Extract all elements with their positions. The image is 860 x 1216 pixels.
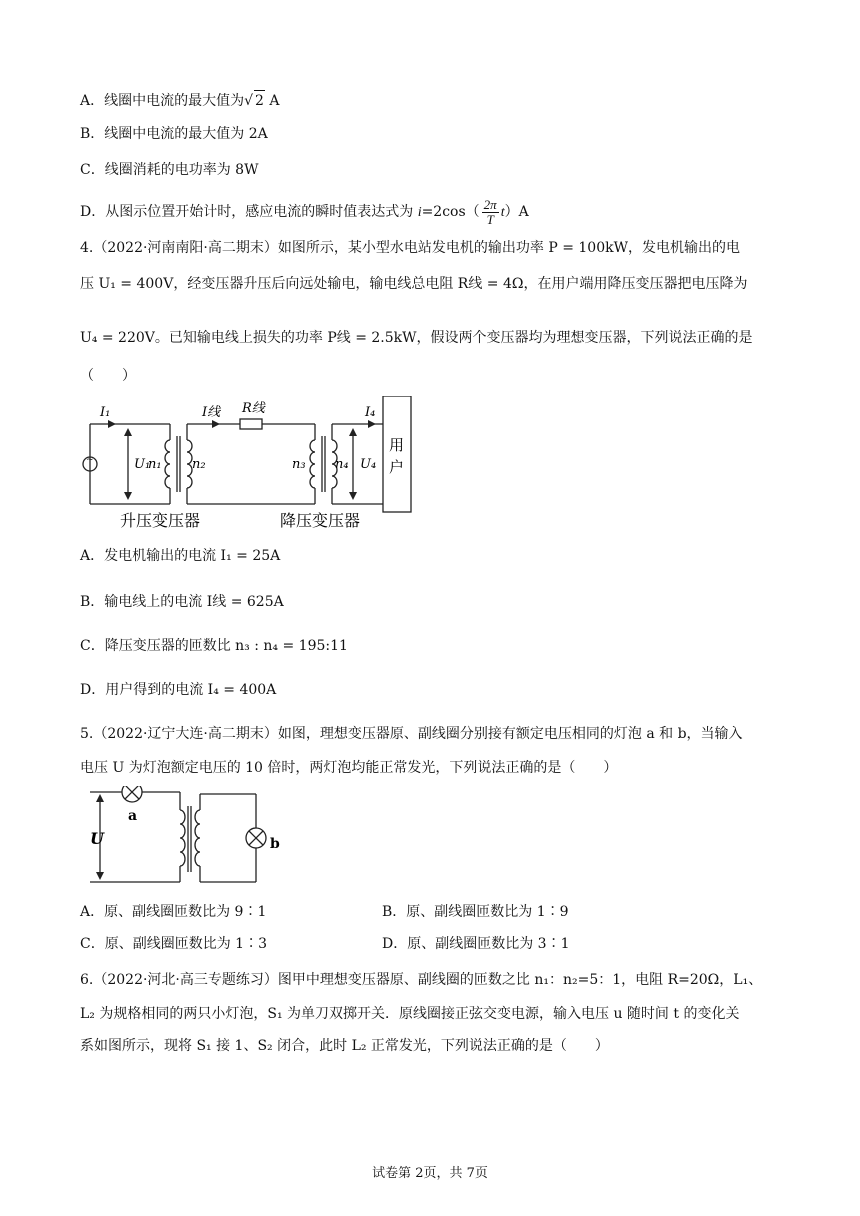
q6-stem-line2: L₂ 为规格相同的两只小灯泡，S₁ 为单刀双掷开关．原线圈接正弦交变电源，输入电压 u 随时间 t 的变化关 — [80, 1006, 740, 1022]
label-U1: U₁ — [134, 457, 151, 472]
q5-transformer-lamp-diagram — [80, 786, 300, 890]
label-user-2: 户 — [389, 458, 405, 476]
q6-stem-line1: 6.（2022·河北·高三专题练习）图甲中理想变压器原、副线圈的匝数之比 n₁：n₂=5：1，电阻 R=20Ω，L₁、 — [80, 972, 763, 988]
label-n3: n₃ — [292, 457, 306, 472]
q5-option-d: D．原、副线圈匝数比为 3∶1 — [382, 936, 570, 952]
label-n2: n₂ — [192, 457, 206, 472]
var-i: i — [417, 205, 422, 220]
q3-option-c: C．线圈消耗的电功率为 8W — [80, 162, 259, 178]
q3-option-d — [80, 196, 529, 229]
fraction-2pi-over-T — [482, 198, 499, 227]
label-I1: I₁ — [100, 405, 111, 420]
frac-num: 2π — [483, 196, 497, 212]
q4-option-b: B．输电线上的电流 I线 = 625A — [80, 594, 284, 610]
label-lamp-b: b — [270, 836, 280, 852]
svg-text:~: ~ — [86, 455, 94, 465]
expr-cos: =2cos（ — [421, 204, 480, 220]
q4-stem-line2: 压 U₁ = 400V，经变压器升压后向远处输电，输电线总电阻 R线 = 4Ω，在用户端用降压变压器把电压降为 — [80, 276, 748, 292]
q3-option-a-text: A．线圈中电流的最大值为 — [80, 93, 245, 109]
label-user-1: 用 — [389, 436, 405, 454]
label-n1: n₁ — [148, 457, 162, 472]
label-I4: I₄ — [365, 405, 376, 420]
q5-stem-line2: 电压 U 为灯泡额定电压的 10 倍时，两灯泡均能正常发光，下列说法正确的是（ ） — [80, 760, 618, 776]
label-step-up: 升压变压器 — [120, 511, 201, 530]
sqrt-value: 2 — [254, 90, 265, 111]
q4-stem-line3: U₄ = 220V。已知输电线上损失的功率 P线 = 2.5kW，假设两个变压器均为理想变压器，下列说法正确的是 — [80, 330, 753, 346]
label-I-line: I线 — [202, 405, 221, 420]
q5-option-c: C．原、副线圈匝数比为 1∶3 — [80, 936, 267, 952]
q4-stem-line1: 4.（2022·河南南阳·高二期末）如图所示，某小型水电站发电机的输出功率 P = 100kW，发电机输出的电 — [80, 240, 740, 256]
label-U4: U₄ — [360, 457, 377, 472]
q3-option-d-text: D．从图示位置开始计时，感应电流的瞬时值表达式为 — [80, 204, 418, 220]
expr-unit: ）A — [504, 204, 529, 220]
q4-stem-line4: （ ） — [80, 368, 136, 384]
q3-option-a-unit: A — [269, 93, 280, 109]
label-U: U — [90, 829, 104, 848]
q5-stem-line1: 5.（2022·辽宁大连·高二期末）如图，理想变压器原、副线圈分别接有额定电压相同的灯泡 a 和 b，当输入 — [80, 726, 743, 742]
label-R-line: R线 — [242, 401, 265, 416]
q5-option-a: A．原、副线圈匝数比为 9∶1 — [80, 904, 267, 920]
var-t: t — [500, 205, 505, 220]
page-footer: 试卷第 2页，共 7页 — [372, 1166, 488, 1181]
label-step-down: 降压变压器 — [280, 511, 361, 530]
q4-transmission-circuit-diagram — [80, 396, 420, 532]
frac-den: T — [486, 211, 494, 227]
q4-option-a: A．发电机输出的电流 I₁ = 25A — [80, 548, 281, 564]
label-lamp-a: a — [128, 808, 138, 824]
q4-option-d: D．用户得到的电流 I₄ = 400A — [80, 682, 277, 698]
q3-option-b: B．线圈中电流的最大值为 2A — [80, 126, 268, 142]
q3-option-a: A．线圈中电流的最大值为√ 2 A — [80, 90, 280, 111]
q6-stem-line3: 系如图所示，现将 S₁ 接 1、S₂ 闭合，此时 L₂ 正常发光，下列说法正确的是（ ） — [80, 1038, 609, 1054]
q5-option-b: B．原、副线圈匝数比为 1∶9 — [382, 904, 569, 920]
q4-option-c: C．降压变压器的匝数比 n₃ : n₄ = 195:11 — [80, 638, 348, 654]
label-n4: n₄ — [335, 457, 349, 472]
